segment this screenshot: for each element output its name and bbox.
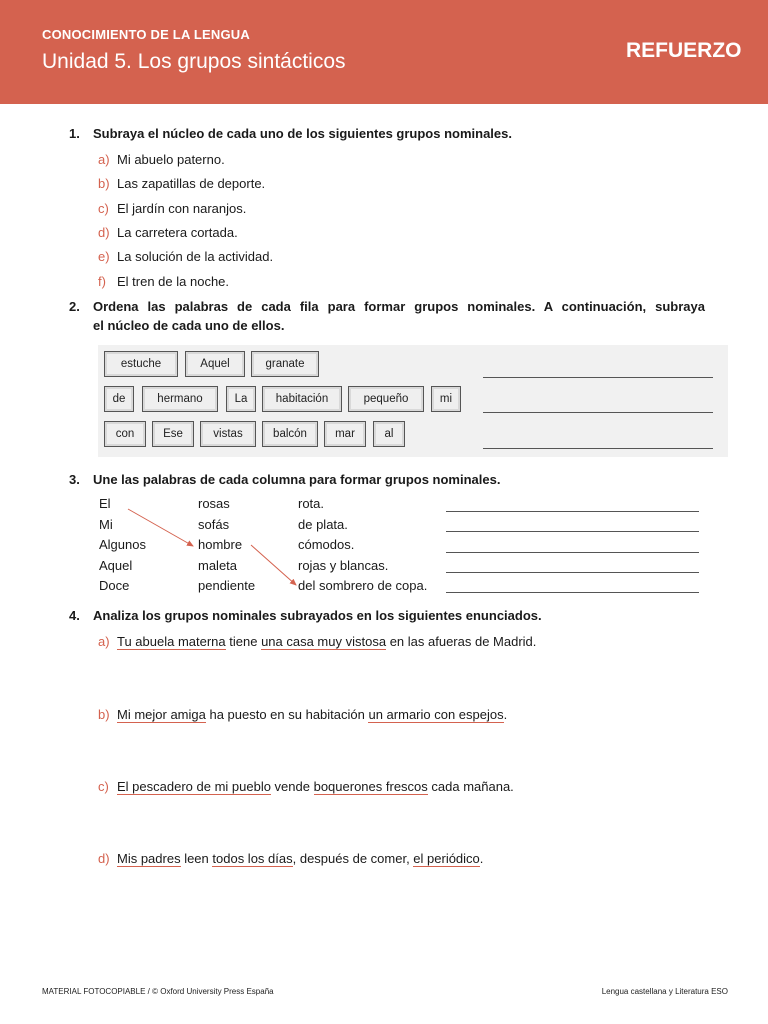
underlined-phrase: una casa muy vistosa bbox=[261, 634, 387, 649]
word-box: Ese bbox=[152, 421, 194, 447]
item-text: El tren de la noche. bbox=[117, 274, 230, 289]
q4-item-d bbox=[98, 850, 483, 868]
item-letter: f) bbox=[98, 274, 106, 289]
item-text: Mi abuelo paterno. bbox=[117, 152, 225, 167]
column-word: pendiente bbox=[198, 578, 256, 593]
underlined-phrase: el periódico bbox=[413, 851, 480, 866]
question-text-line1: Ordena las palabras de cada fila para formar grupos nominales. A continuación, subraya bbox=[93, 299, 705, 314]
word-box: mar bbox=[324, 421, 366, 447]
question-text: Une las palabras de cada columna para formar grupos nominales. bbox=[93, 472, 501, 487]
item-letter: c) bbox=[98, 779, 109, 794]
question-number: 1. bbox=[69, 126, 80, 141]
item-text: La carretera cortada. bbox=[117, 225, 238, 240]
item-letter: d) bbox=[98, 225, 110, 240]
q4-item-c bbox=[98, 778, 514, 796]
word-box: balcón bbox=[262, 421, 318, 447]
underlined-phrase: Mis padres bbox=[117, 851, 181, 866]
column-word: Doce bbox=[99, 578, 130, 593]
column-word: rota. bbox=[298, 496, 325, 511]
word-box: de bbox=[104, 386, 134, 412]
underlined-phrase: un armario con espejos bbox=[368, 707, 504, 722]
answer-line[interactable] bbox=[446, 572, 699, 573]
column-word: sofás bbox=[198, 516, 230, 532]
column-word: de plata. bbox=[298, 516, 348, 532]
sentence-text: leen bbox=[180, 851, 213, 866]
sentence-text: . bbox=[503, 707, 508, 722]
footer-left: MATERIAL FOTOCOPIABLE / © Oxford University Press España bbox=[42, 987, 274, 996]
sentence-text: vende bbox=[270, 779, 314, 794]
word-box: al bbox=[373, 421, 405, 447]
sentence-text: tiene bbox=[225, 634, 262, 649]
question-4 bbox=[69, 606, 729, 625]
section-kicker: CONOCIMIENTO DE LA LENGUA bbox=[42, 27, 250, 42]
q4-item-a bbox=[98, 633, 536, 651]
item-letter: b) bbox=[98, 176, 110, 191]
word-box: habitación bbox=[262, 386, 342, 412]
word-box: vistas bbox=[200, 421, 256, 447]
item-letter: c) bbox=[98, 201, 109, 216]
question-text: Analiza los grupos nominales subrayados en los siguientes enunciados. bbox=[93, 608, 542, 623]
item-text: La solución de la actividad. bbox=[117, 249, 274, 264]
answer-line[interactable] bbox=[446, 531, 699, 532]
column-word: Mi bbox=[99, 516, 113, 532]
word-box: con bbox=[104, 421, 146, 447]
column-word: maleta bbox=[198, 557, 238, 573]
arrow-hombre-sombrero bbox=[251, 545, 296, 585]
question-text-line2: el núcleo de cada uno de ellos. bbox=[93, 318, 285, 333]
question-number: 3. bbox=[69, 472, 80, 487]
underlined-phrase: Mi mejor amiga bbox=[117, 707, 206, 722]
item-letter: a) bbox=[98, 634, 110, 649]
column-word: hombre bbox=[198, 537, 243, 552]
underlined-phrase: Tu abuela materna bbox=[117, 634, 226, 649]
column-word: rosas bbox=[198, 496, 230, 511]
word-box: granate bbox=[251, 351, 319, 377]
question-number: 4. bbox=[69, 608, 80, 623]
page-title: Unidad 5. Los grupos sintácticos bbox=[42, 50, 346, 73]
underlined-phrase: El pescadero de mi pueblo bbox=[117, 779, 271, 794]
column-word: El bbox=[99, 496, 111, 511]
word-box: mi bbox=[431, 386, 461, 412]
sentence-text: cada mañana. bbox=[427, 779, 514, 794]
item-text: Las zapatillas de deporte. bbox=[117, 176, 266, 191]
column-word: del sombrero de copa. bbox=[298, 578, 428, 593]
word-box: pequeño bbox=[348, 386, 424, 412]
sentence-text: . bbox=[479, 851, 484, 866]
column-word: cómodos. bbox=[298, 537, 355, 552]
item-letter: a) bbox=[98, 152, 110, 167]
column-word: Aquel bbox=[99, 557, 133, 573]
sentence-text: , después de comer, bbox=[292, 851, 414, 866]
answer-line[interactable] bbox=[446, 592, 699, 593]
arrow-el-hombre bbox=[128, 509, 193, 546]
word-box: Aquel bbox=[185, 351, 245, 377]
underlined-phrase: todos los días bbox=[212, 851, 293, 866]
word-box: estuche bbox=[104, 351, 178, 377]
column-word: rojas y blancas. bbox=[298, 557, 389, 573]
sentence-text: en las afueras de Madrid. bbox=[386, 634, 537, 649]
sentence-text: ha puesto en su habitación bbox=[205, 707, 369, 722]
column-word: Algunos bbox=[99, 537, 146, 552]
item-letter: d) bbox=[98, 851, 110, 866]
item-text: El jardín con naranjos. bbox=[117, 201, 247, 216]
question-number: 2. bbox=[69, 299, 80, 314]
answer-line[interactable] bbox=[446, 552, 699, 553]
item-letter: b) bbox=[98, 707, 110, 722]
answer-line[interactable] bbox=[446, 511, 699, 512]
word-box: hermano bbox=[142, 386, 218, 412]
level-badge: REFUERZO bbox=[626, 39, 742, 62]
footer-right: Lengua castellana y Literatura ESO bbox=[601, 987, 728, 996]
word-box: La bbox=[226, 386, 256, 412]
item-letter: e) bbox=[98, 249, 110, 264]
q4-item-b bbox=[98, 706, 507, 724]
question-text: Subraya el núcleo de cada uno de los siguientes grupos nominales. bbox=[93, 126, 512, 141]
underlined-phrase: boquerones frescos bbox=[313, 779, 428, 794]
